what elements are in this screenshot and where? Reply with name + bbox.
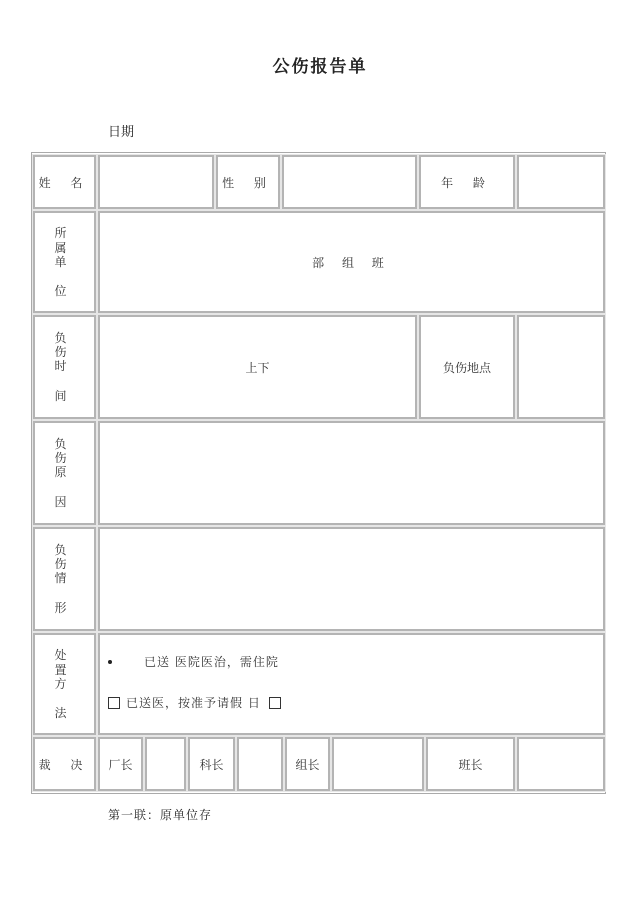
cause-field[interactable] xyxy=(98,421,605,525)
unit-field[interactable]: 部 组 班 xyxy=(98,211,605,313)
name-field[interactable] xyxy=(98,155,214,209)
handling-label: 处 置 方 法 xyxy=(33,633,96,735)
handling-option-hospital: 已送 医院医治，需住院 xyxy=(144,655,279,669)
team-head-field[interactable] xyxy=(517,737,605,791)
factory-head-field[interactable] xyxy=(145,737,186,791)
factory-head-label: 厂长 xyxy=(98,737,143,791)
name-label: 姓 名 xyxy=(33,155,96,209)
age-field[interactable] xyxy=(517,155,605,209)
section-head-field[interactable] xyxy=(237,737,283,791)
team-head-label: 班长 xyxy=(426,737,515,791)
cause-label: 负 伤 原 因 xyxy=(33,421,96,525)
handling-field xyxy=(98,633,605,735)
condition-field[interactable] xyxy=(98,527,605,631)
section-head-label: 科长 xyxy=(188,737,235,791)
page-title: 公伤报告单 xyxy=(272,57,368,77)
decision-label: 裁 决 xyxy=(33,737,96,791)
bullet-icon xyxy=(108,660,112,664)
unit-label: 所 属 单 位 xyxy=(33,211,96,313)
checkbox-icon[interactable] xyxy=(269,697,281,709)
injury-place-field[interactable] xyxy=(517,315,605,419)
injury-place-label: 负伤地点 xyxy=(419,315,515,419)
age-label: 年 龄 xyxy=(419,155,515,209)
gender-field[interactable] xyxy=(282,155,417,209)
group-head-field[interactable] xyxy=(332,737,424,791)
checkbox-icon[interactable] xyxy=(108,697,120,709)
footer-note: 第一联：原单位存 xyxy=(108,808,213,822)
gender-label: 性 别 xyxy=(216,155,280,209)
condition-label: 负 伤 情 形 xyxy=(33,527,96,631)
group-head-label: 组长 xyxy=(285,737,330,791)
handling-option-leave: 已送医，按准予请假 日 xyxy=(126,696,261,710)
injury-time-field[interactable]: 上下 xyxy=(98,315,417,419)
date-label: 日期 xyxy=(108,125,135,140)
injury-time-label: 负 伤 时 间 xyxy=(33,315,96,419)
